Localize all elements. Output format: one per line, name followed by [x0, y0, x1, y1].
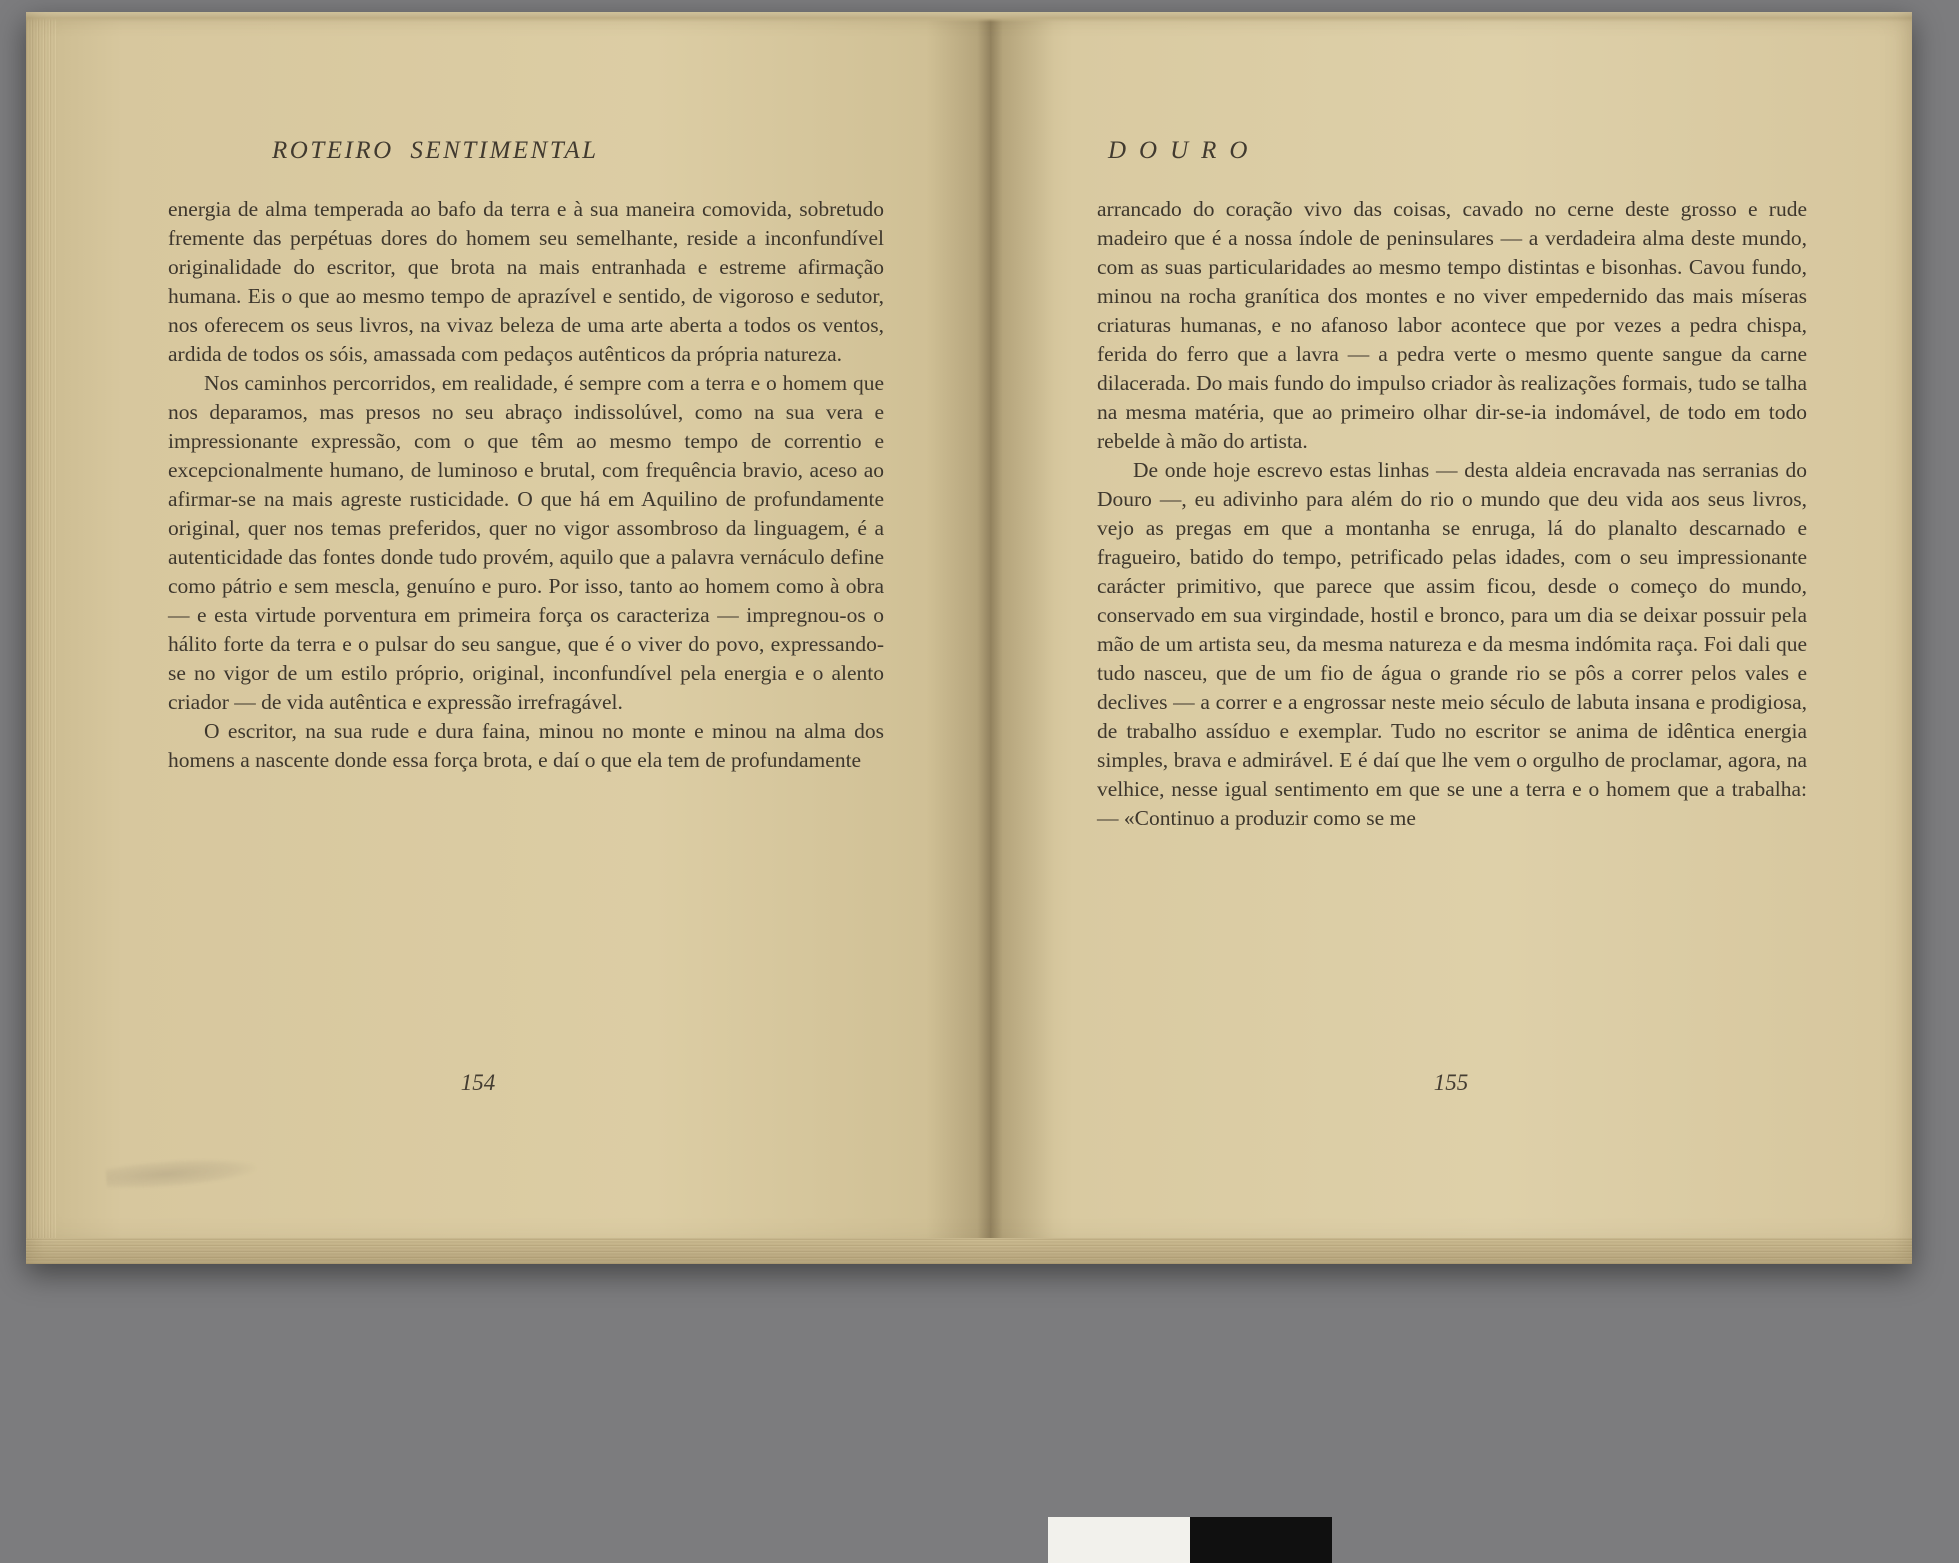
calibration-black-patch — [1190, 1517, 1332, 1563]
running-head-left: ROTEIRO SENTIMENTAL — [272, 137, 599, 164]
paragraph: O escritor, na sua rude e dura faina, minou no monte e minou na alma dos homens a nascente donde essa força brota, e daí o que ela tem de profundamente — [168, 719, 884, 772]
page-edges-top — [26, 12, 1912, 22]
page-number-left: 154 — [460, 1070, 496, 1095]
paragraph: De onde hoje escrevo estas linhas — desta aldeia encravada nas serranias do Douro —, eu adivinho para além do rio o mundo que deu vida aos seus livros, vejo as pregas em que a montanha se enruga, lá do planalto descarnado e fragueiro, batido do tempo, petrificado pelas idades, com o seu impressionante carácter primitivo, que parece que assim ficou, desde o começo do mundo, conservado em sua virgindade, hostil e bronco, para um dia se deixar possuir pela mão de um artista seu, da mesma natureza e da mesma indómita raça. Foi dali que tudo nasceu, que de um fio de água o grande rio se pôs a correr pelos vales e declives — a correr e a engrossar neste meio século de labuta insana e prodigiosa, de trabalho assíduo e exemplar. Tudo no escritor se anima de idêntica energia simples, brava e admirável. E é daí que lhe vem o orgulho de proclamar, agora, na velhice, nesse igual sentimento em que se une a terra e o homem que a trabalha: — «Continuo a produzir como se me — [1097, 458, 1807, 830]
right-page — [990, 12, 1912, 1264]
left-page-text — [168, 195, 884, 775]
page-edges-left — [26, 12, 56, 1264]
paragraph: energia de alma temperada ao bafo da terra e à sua maneira comovida, sobretudo fremente das perpétuas dores do homem seu semelhante, reside a inconfundível originalidade do escritor, que brota na mais entranhada e estreme afirmação humana. Eis o que ao mesmo tempo de aprazível e sentido, de vigoroso e sedutor, nos oferecem os seus livros, na vivaz beleza de uma arte aberta a todos os ventos, ardida de todos os sóis, amassada com pedaços autênticos da própria natureza. — [168, 197, 884, 366]
calibration-white-patch — [1048, 1517, 1190, 1563]
left-page — [26, 12, 990, 1264]
page-edges-bottom — [26, 1238, 1912, 1264]
right-page-text — [1097, 195, 1807, 833]
running-head-right: DOURO — [1108, 137, 1261, 164]
book-scan — [26, 12, 1912, 1264]
paragraph: Nos caminhos percorridos, em realidade, é sempre com a terra e o homem que nos deparamos, mas presos no seu abraço indissolúvel, como na sua vera e impressionante expressão, com o que têm ao mesmo tempo de correntio e excepcionalmente humano, de luminoso e brutal, com frequência bravio, aceso ao afirmar-se na mais agreste rusticidade. O que há em Aquilino de profundamente original, quer nos temas preferidos, quer no vigor assombroso da linguagem, é a autenticidade das fontes donde tudo provém, aquilo que a palavra vernáculo define como pátrio e sem mescla, genuíno e puro. Por isso, tanto ao homem como à obra — e esta virtude porventura em primeira força os caracteriza — impregnou-os o hálito forte da terra e o pulsar do seu sangue, que é o viver do povo, expressando-se no vigor de um estilo próprio, original, inconfundível pela energia e o alento criador — de vida autêntica e expressão irrefragável. — [168, 371, 884, 714]
page-number-right: 155 — [1433, 1070, 1469, 1095]
paragraph: arrancado do coração vivo das coisas, cavado no cerne deste grosso e rude madeiro que é a nossa índole de peninsulares — a verdadeira alma deste mundo, com as suas particularidades ao mesmo tempo distintas e bisonhas. Cavou fundo, minou na rocha granítica dos montes e no viver empedernido das mais míseras criaturas humanas, e no afanoso labor acontece que por vezes a pedra chispa, ferida do ferro que a lavra — a pedra verte o mesmo quente sangue da carne dilacerada. Do mais fundo do impulso criador às realizações formais, tudo se talha na mesma matéria, que ao primeiro olhar dir-se-ia indomável, de todo em todo rebelde à mão do artista. — [1097, 197, 1807, 453]
calibration-scale-bar — [1048, 1517, 1332, 1563]
